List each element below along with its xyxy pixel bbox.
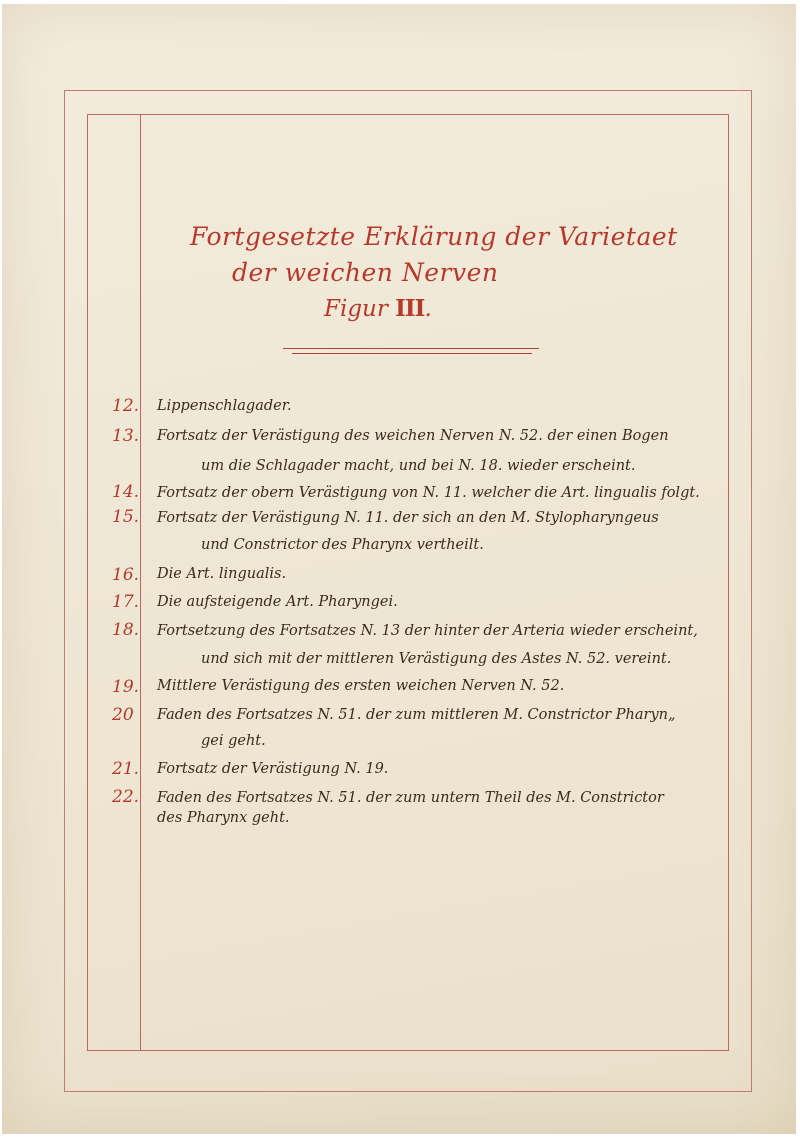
entry-number: 22. xyxy=(112,787,140,807)
entry-text: Faden des Fortsatzes N. 51. der zum mittleren M. Constrictor Pharyn„ xyxy=(157,707,676,723)
entry-text-cont: um die Schlagader macht, und bei N. 18. wieder erscheint. xyxy=(201,458,636,474)
entry-number: 21. xyxy=(112,759,140,779)
entry-text-cont: des Pharynx geht. xyxy=(157,810,290,826)
entry-text: Fortsatz der Verästigung des weichen Nerven N. 52. der einen Bogen xyxy=(157,428,669,444)
entry-text: Faden des Fortsatzes N. 51. der zum untern Theil des M. Constrictor xyxy=(157,790,664,806)
entry-text-cont: gei geht. xyxy=(201,733,266,749)
title-divider xyxy=(283,348,539,349)
entry-number: 16. xyxy=(112,565,140,585)
entry-text: Die Art. lingualis. xyxy=(157,566,287,582)
entry-text: Fortsatz der Verästigung N. 11. der sich an den M. Stylopharyngeus xyxy=(157,510,659,526)
title-line-1: Fortgesetzte Erklärung der Varietaet xyxy=(190,222,678,251)
figure-numeral: III xyxy=(395,295,425,322)
entry-text-cont: und sich mit der mittleren Verästigung des Astes N. 52. vereint. xyxy=(201,651,672,667)
entry-number: 20 xyxy=(112,705,134,725)
entry-number: 19. xyxy=(112,677,140,697)
figure-period: . xyxy=(424,296,432,322)
entry-text: Lippenschlagader. xyxy=(157,398,292,414)
entry-text: Fortsatz der obern Verästigung von N. 11. welcher die Art. lingualis folgt. xyxy=(157,485,700,501)
entry-text-cont: und Constrictor des Pharynx vertheilt. xyxy=(201,537,484,553)
title-divider-lower xyxy=(292,353,532,354)
entry-text: Mittlere Verästigung des ersten weichen Nerven N. 52. xyxy=(157,678,565,694)
entry-text: Fortsetzung des Fortsatzes N. 13 der hinter der Arteria wieder erscheint, xyxy=(157,623,698,639)
entry-number: 17. xyxy=(112,592,140,612)
entry-text: Fortsatz der Verästigung N. 19. xyxy=(157,761,389,777)
entry-text: Die aufsteigende Art. Pharyngei. xyxy=(157,594,398,610)
entry-number: 14. xyxy=(112,482,140,502)
figure-label: Figur xyxy=(324,296,396,322)
title-line-3 xyxy=(324,297,800,321)
entry-number: 15. xyxy=(112,507,140,527)
inner-border xyxy=(87,114,729,1051)
entry-number: 18. xyxy=(112,620,140,640)
entry-number: 12. xyxy=(112,396,140,416)
entry-number: 13. xyxy=(112,426,140,446)
title-line-2: der weichen Nerven xyxy=(232,258,499,287)
